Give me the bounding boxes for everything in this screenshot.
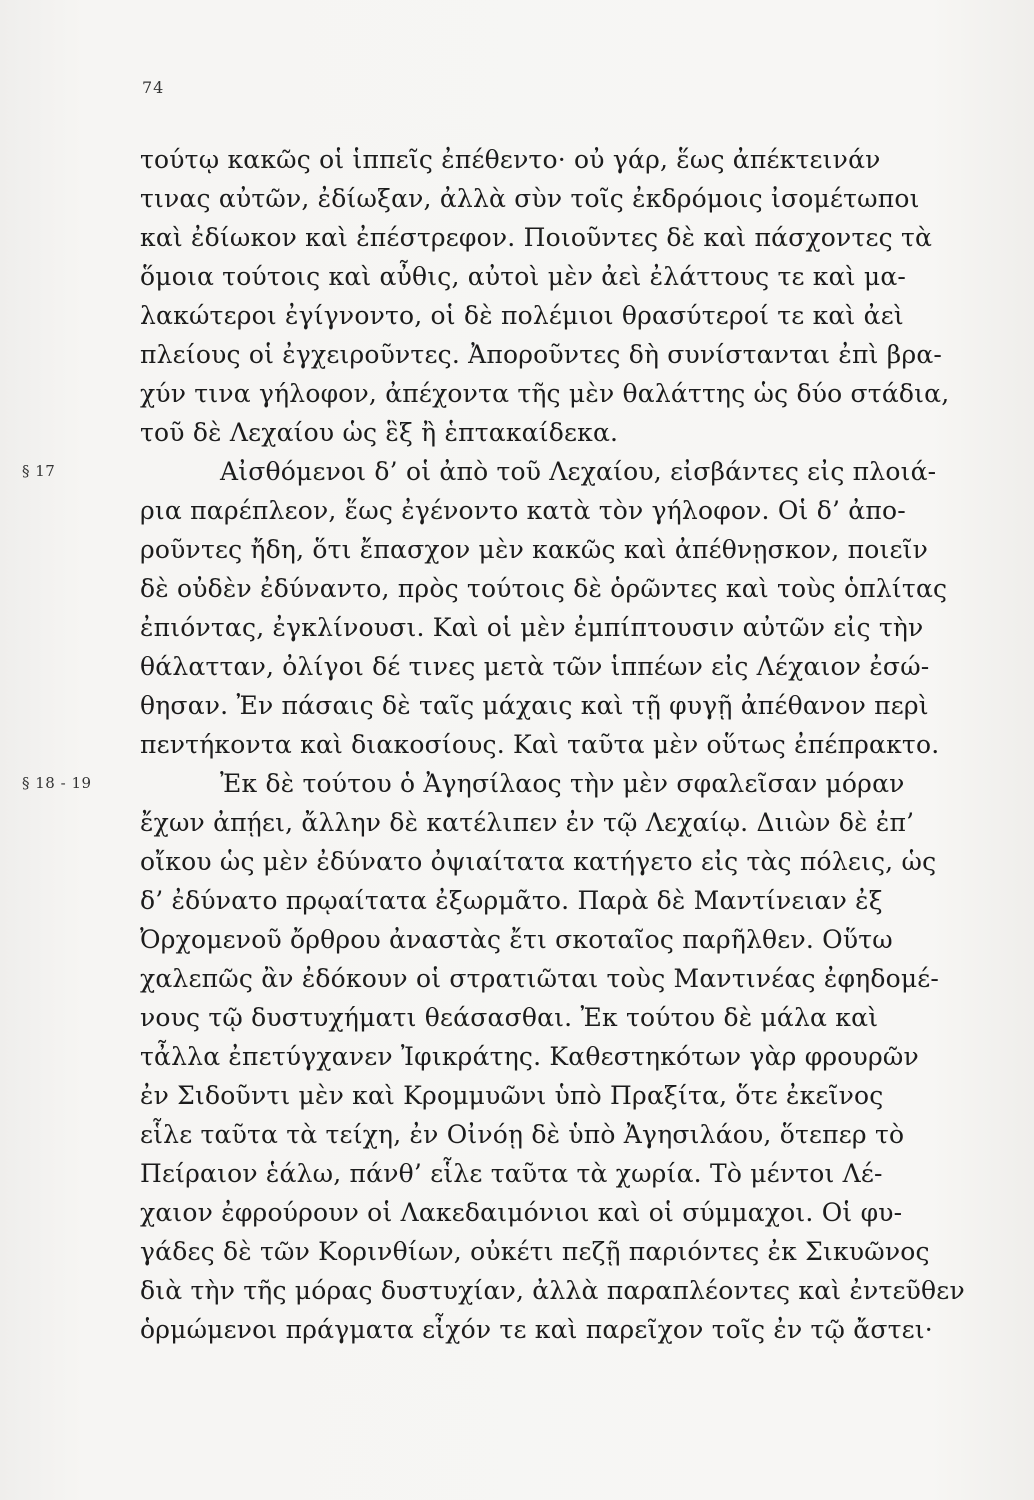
page-number: 74 [142,78,165,97]
line-text: νους τῷ δυστυχήματι θεάσασθαι. Ἐκ τούτου δὲ μάλα καὶ [140,1003,879,1032]
text-line [140,803,980,842]
line-text: χαιον ἐφρούρουν οἱ Λακεδαιμόνιοι καὶ οἱ σύμμαχοι. Οἱ φυ- [140,1198,903,1227]
text-line [140,413,980,452]
text-line [140,140,980,179]
text-line [140,569,980,608]
text-line [140,998,980,1037]
text-line [140,725,980,764]
text-line [140,530,980,569]
line-text: τούτῳ κακῶς οἱ ἱππεῖς ἐπέθεντο· οὐ γάρ, ἕως ἀπέκτεινάν [140,145,881,174]
text-line [140,959,980,998]
text-line [140,491,980,530]
line-text: λακώτεροι ἐγίγνοντο, οἱ δὲ πολέμιοι θρασύτεροί τε καὶ ἀεὶ [140,301,904,330]
line-text: δὲ οὐδὲν ἐδύναντο, πρὸς τούτοις δὲ ὁρῶντες καὶ τοὺς ὁπλίτας [140,574,948,603]
text-line [140,257,980,296]
line-text: Πείραιον ἑάλω, πάνθ’ εἷλε ταῦτα τὰ χωρία. Τὸ μέντοι Λέ- [140,1159,883,1188]
line-text: ὁρμώμενοι πράγματα εἶχόν τε καὶ παρεῖχον τοῖς ἐν τῷ ἄστει· [140,1315,933,1344]
text-line [140,1271,980,1310]
text-line [140,1154,980,1193]
text-line [140,1232,980,1271]
line-text: πεντήκοντα καὶ διακοσίους. Καὶ ταῦτα μὲν οὕτως ἐπέπρακτο. [140,730,940,759]
line-text: ὅμοια τούτοις καὶ αὖθις, αὐτοὶ μὲν ἀεὶ ἐλάττους τε καὶ μα- [140,262,907,291]
line-text: οἴκου ὡς μὲν ἐδύνατο ὀψιαίτατα κατήγετο εἰς τὰς πόλεις, ὡς [140,847,937,876]
text-line [22,452,980,491]
text-line [140,218,980,257]
text-line [140,686,980,725]
line-text: Ὀρχομενοῦ ὄρθρου ἀναστὰς ἔτι σκοταῖος παρῆλθεν. Οὕτω [140,925,893,954]
text-line [140,1115,980,1154]
line-text: ρια παρέπλεον, ἕως ἐγένοντο κατὰ τὸν γήλοφον. Οἱ δ’ ἀπο- [140,496,906,525]
text-line [22,764,980,803]
text-line [140,881,980,920]
line-text: διὰ τὴν τῆς μόρας δυστυχίαν, ἀλλὰ παραπλέοντες καὶ ἐντεῦθεν [140,1276,965,1305]
line-text: θάλατταν, ὀλίγοι δέ τινες μετὰ τῶν ἱππέων εἰς Λέχαιον ἐσώ- [140,652,930,681]
line-text: τἆλλα ἐπετύγχανεν Ἰφικράτης. Καθεστηκότων γὰρ φρουρῶν [140,1042,919,1071]
text-line [140,1193,980,1232]
text-line [140,1076,980,1115]
text-line [140,296,980,335]
text-block [22,140,980,1349]
line-text: εἷλε ταῦτα τὰ τείχη, ἐν Οἰνόῃ δὲ ὑπὸ Ἀγησιλάου, ὅτεπερ τὸ [140,1120,905,1149]
line-text: δ’ ἐδύνατο πρῳαίτατα ἐξωρμᾶτο. Παρὰ δὲ Μαντίνειαν ἐξ [140,886,883,915]
line-text: χύν τινα γήλοφον, ἀπέχοντα τῆς μὲν θαλάττης ὡς δύο στάδια, [140,379,950,408]
text-line [140,179,980,218]
line-text: τοῦ δὲ Λεχαίου ὡς ἓξ ἢ ἑπτακαίδεκα. [140,418,619,447]
line-text: τινας αὐτῶν, ἐδίωξαν, ἀλλὰ σὺν τοῖς ἐκδρόμοις ἰσομέτωποι [140,184,920,213]
line-text: Ἐκ δὲ τούτου ὁ Ἀγησίλαος τὴν μὲν σφαλεῖσαν μόραν [220,769,905,798]
line-text: Αἰσθόμενοι δ’ οἱ ἀπὸ τοῦ Λεχαίου, εἰσβάντες εἰς πλοιά- [220,457,937,486]
text-line [140,608,980,647]
section-marker: § 17 [22,462,56,480]
text-line [140,1310,980,1349]
line-text: ἐπιόντας, ἐγκλίνουσι. Καὶ οἱ μὲν ἐμπίπτουσιν αὐτῶν εἰς τὴν [140,613,924,642]
section-marker: § 18 - 19 [22,774,92,792]
line-text: ἔχων ἀπῄει, ἄλλην δὲ κατέλιπεν ἐν τῷ Λεχαίῳ. Διιὼν δὲ ἐπ’ [140,808,915,837]
line-text: ἐν Σιδοῦντι μὲν καὶ Κρομμυῶνι ὑπὸ Πραξίτα, ὅτε ἐκεῖνος [140,1081,884,1110]
line-text: καὶ ἐδίωκον καὶ ἐπέστρεφον. Ποιοῦντες δὲ καὶ πάσχοντες τὰ [140,223,933,252]
text-line [140,842,980,881]
line-text: θησαν. Ἐν πάσαις δὲ ταῖς μάχαις καὶ τῇ φυγῇ ἀπέθανον περὶ [140,691,929,720]
text-line [140,335,980,374]
line-text: γάδες δὲ τῶν Κορινθίων, οὐκέτι πεζῇ παριόντες ἐκ Σικυῶνος [140,1237,930,1266]
text-line [140,920,980,959]
text-line [140,1037,980,1076]
line-text: χαλεπῶς ἂν ἐδόκουν οἱ στρατιῶται τοὺς Μαντινέας ἐφηδομέ- [140,964,940,993]
text-line [140,374,980,413]
line-text: πλείους οἱ ἐγχειροῦντες. Ἀποροῦντες δὴ συνίστανται ἐπὶ βρα- [140,340,943,369]
line-text: ροῦντες ἤδη, ὅτι ἔπασχον μὲν κακῶς καὶ ἀπέθνῃσκον, ποιεῖν [140,535,929,564]
text-line [140,647,980,686]
